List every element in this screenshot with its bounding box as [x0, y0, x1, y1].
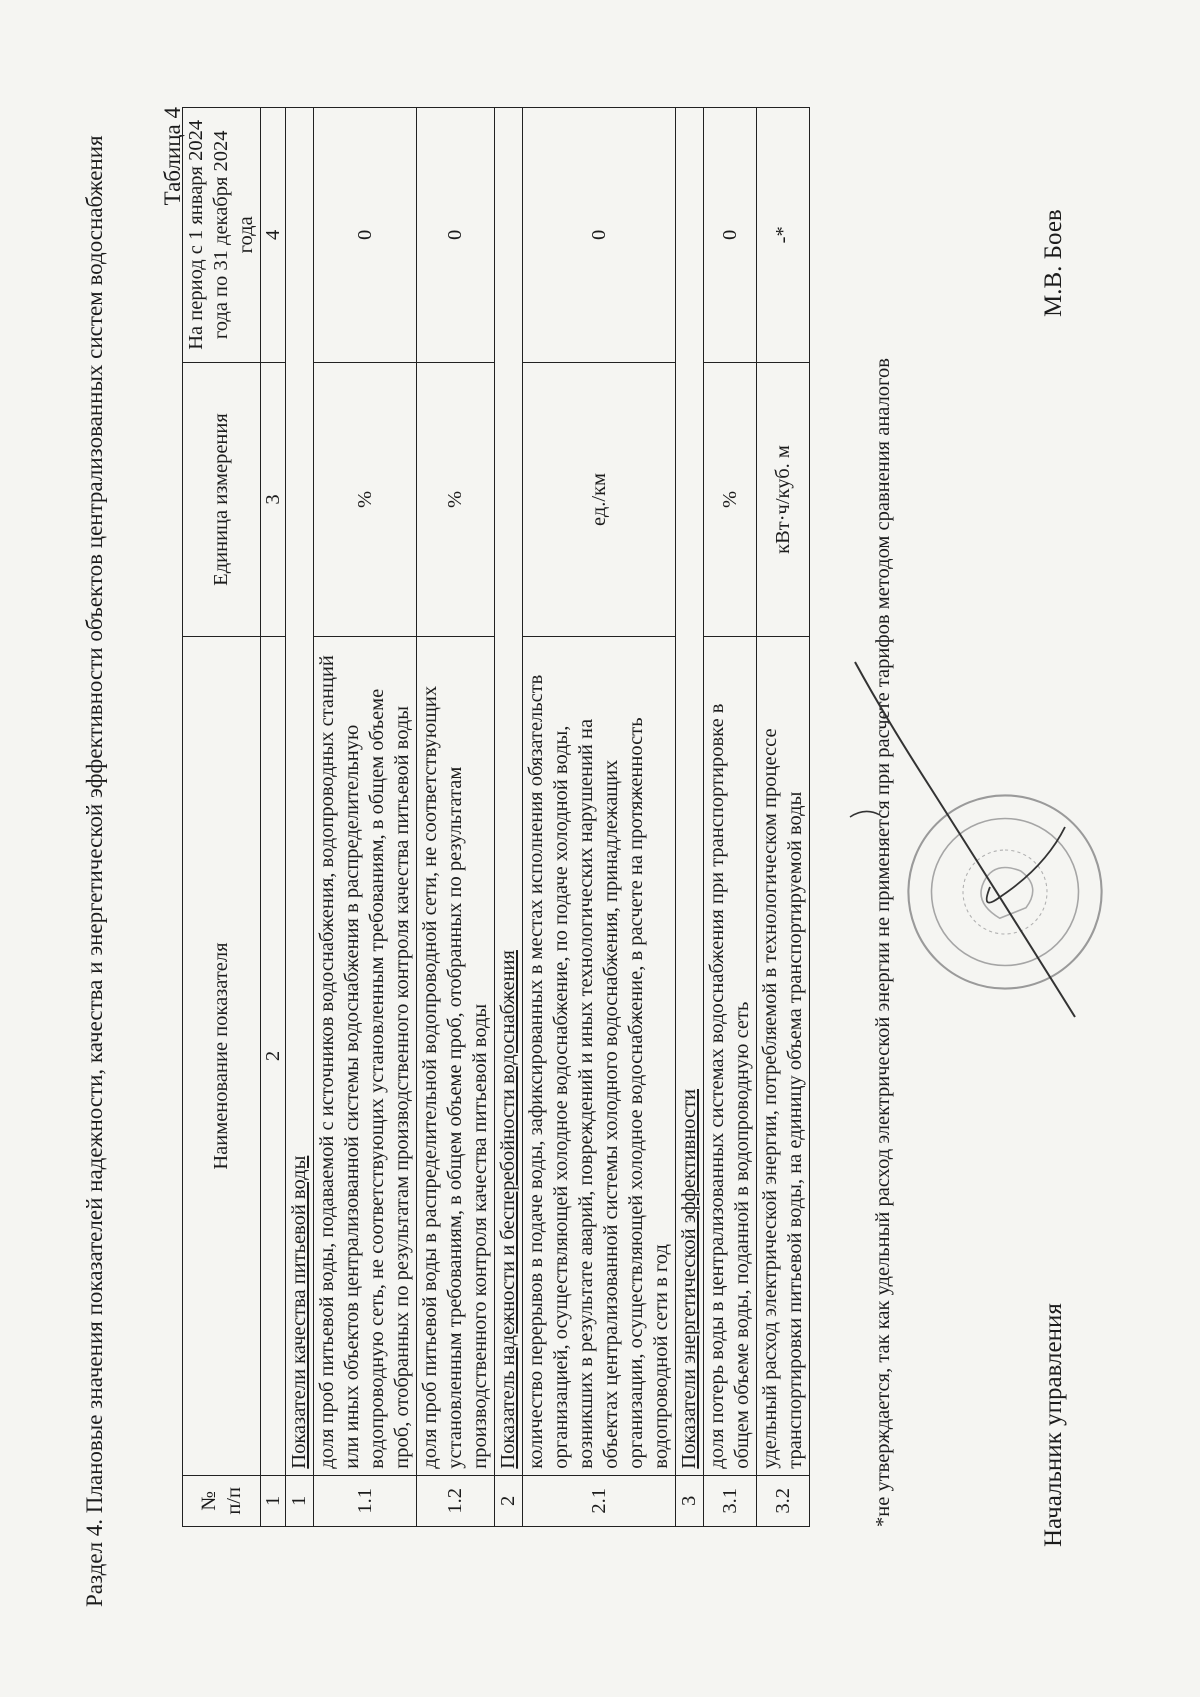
handwritten-signature [840, 647, 1090, 1047]
row-unit: ед./км [523, 362, 676, 637]
section-name-text: Показатель надежности и бесперебойности водоснабжения [497, 950, 519, 1469]
row-name: доля потерь воды в централизованных системах водоснабжения при транспортировке в общем объеме воды, поданной в водопроводную сеть [704, 637, 757, 1475]
row-no: 3 [676, 1475, 704, 1526]
signatory-name: М.В. Боев [1040, 209, 1067, 317]
section-title: Раздел 4. Плановые значения показателей надежности, качества и энергетической эффективности объектов централизованных систем водоснабжения [82, 135, 107, 1607]
row-value: 0 [704, 108, 757, 363]
signatory-position: Начальник управления [1040, 1303, 1067, 1547]
table-header-row [183, 108, 261, 1527]
header-no: № п/п [183, 1475, 261, 1526]
column-number: 4 [261, 108, 286, 363]
column-number-row [261, 108, 286, 1527]
footnote: *не утверждается, так как удельный расход электрической энергии не применяется при расчете тарифов методом сравнения аналогов [872, 358, 894, 1527]
row-value: 0 [417, 108, 495, 363]
row-unit: % [417, 362, 495, 637]
indicators-table [182, 107, 810, 1527]
section-name [495, 108, 523, 1476]
table-row-section [286, 108, 314, 1527]
row-name: доля проб питьевой воды в распределительной водопроводной сети, не соответствующих установленным требованиям, в общем объеме проб, отобранных по результатам производственного контроля качества питьевой воды [417, 637, 495, 1475]
row-unit: % [704, 362, 757, 637]
table-row [704, 108, 757, 1527]
section-name [676, 108, 704, 1476]
table-row-section [495, 108, 523, 1527]
header-name: Наименование показателя [183, 637, 261, 1475]
row-no: 1 [286, 1475, 314, 1526]
column-number: 3 [261, 362, 286, 637]
row-no: 2.1 [523, 1475, 676, 1526]
section-name-text: Показатели качества питьевой воды [288, 1155, 310, 1469]
row-no: 3.1 [704, 1475, 757, 1526]
section-name-text: Показатели энергетической эффективности [678, 1088, 700, 1469]
row-value: 0 [523, 108, 676, 363]
column-number: 2 [261, 637, 286, 1475]
row-name: количество перерывов в подаче воды, зафиксированных в местах исполнения обязательств организацией, осуществляющей холодное водоснабжение, по подаче холодной воды, возникших в результате аварий, повреждений и иных технологических нарушений на объектах централизованной системы холодного водоснабжения, принадлежащих организации, осуществляющей холодное водоснабжение, в расчете на протяженность водопроводной сети в год [523, 637, 676, 1475]
row-value: -* [757, 108, 810, 363]
header-unit: Единица измерения [183, 362, 261, 637]
table-row-section [676, 108, 704, 1527]
table-row [417, 108, 495, 1527]
row-no: 2 [495, 1475, 523, 1526]
table-row [523, 108, 676, 1527]
row-name: доля проб питьевой воды, подаваемой с источников водоснабжения, водопроводных станций или иных объектов централизованной системы водоснабжения в распределительную водопроводную сеть, не соответствующих установленным требованиям, в общем объеме проб, отобранных по результатам производственного контроля качества питьевой воды [314, 637, 417, 1475]
row-no: 1.2 [417, 1475, 495, 1526]
section-name [286, 108, 314, 1476]
table-row [314, 108, 417, 1527]
row-no: 1.1 [314, 1475, 417, 1526]
column-number: 1 [261, 1475, 286, 1526]
header-period: На период с 1 января 2024 года по 31 декабря 2024 года [183, 108, 261, 363]
row-unit: кВт·ч/куб. м [757, 362, 810, 637]
table-row [757, 108, 810, 1527]
table-label: Таблица 4 [160, 107, 185, 206]
row-unit: % [314, 362, 417, 637]
row-value: 0 [314, 108, 417, 363]
row-name: удельный расход электрической энергии, потребляемой в технологическом процессе транспортировки питьевой воды, на единицу объема транспортируемой воды [757, 637, 810, 1475]
row-no: 3.2 [757, 1475, 810, 1526]
